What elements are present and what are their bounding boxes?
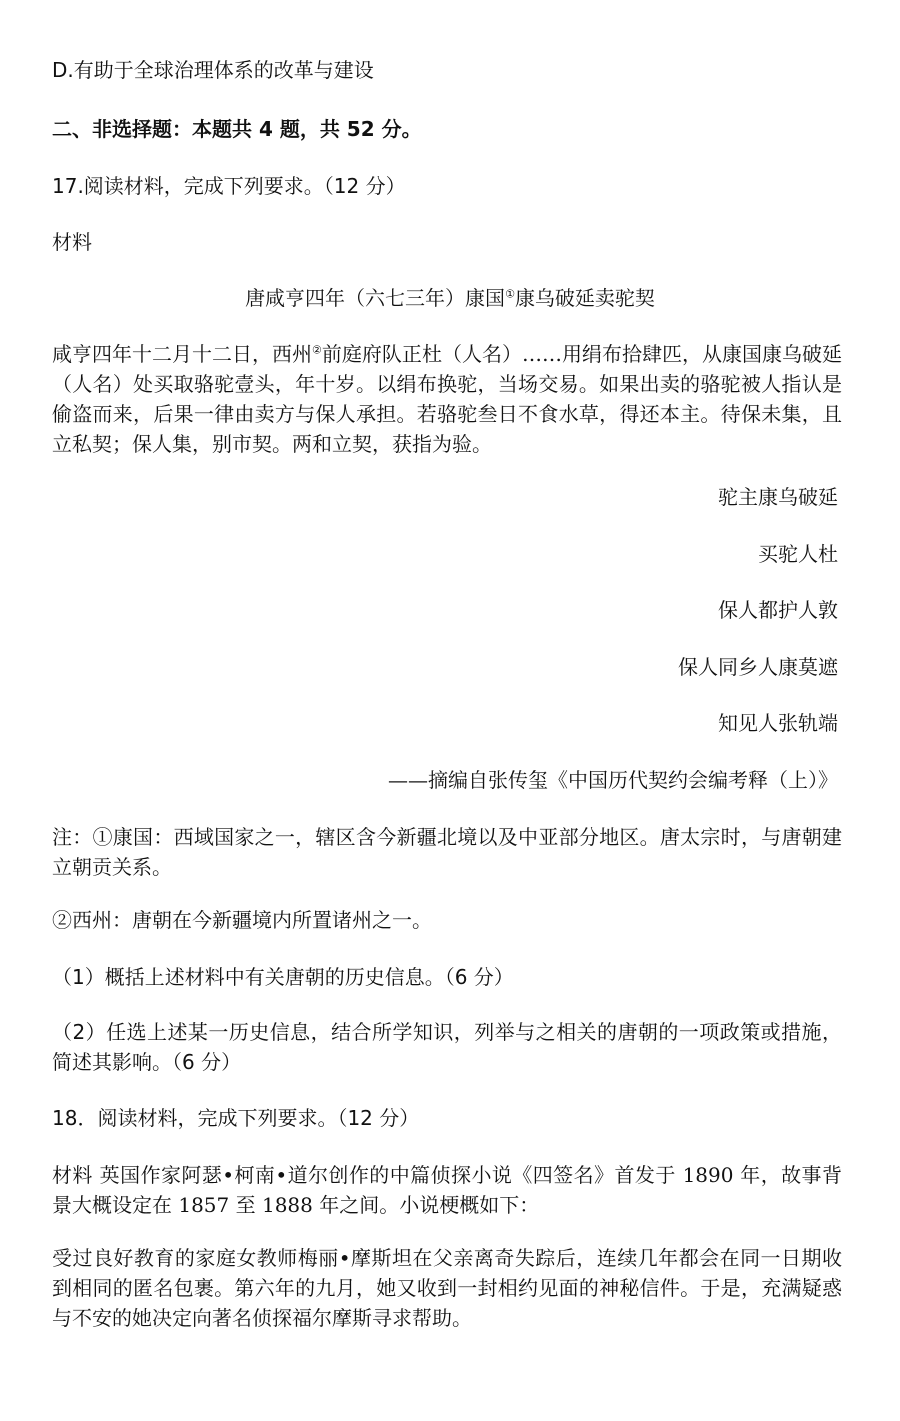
contract-body-start: 咸亨四年十二月十二日，西州	[52, 342, 313, 366]
footnote-marker-1: ①	[505, 287, 515, 301]
footnote-1: 注：①康国：西域国家之一，辖区含今新疆北境以及中亚部分地区。唐太宗时，与唐朝建立朝贡关系。	[52, 825, 842, 879]
sub-question-2: （2）任选上述某一历史信息，结合所学知识，列举与之相关的唐朝的一项政策或措施，简述其影响。（6 分）	[52, 1020, 842, 1074]
signature-witness: 知见人张轨端	[718, 711, 838, 735]
question-18-material: 材料 英国作家阿瑟•柯南•道尔创作的中篇侦探小说《四签名》首发于 1890 年，故事背景大概设定在 1857 至 1888 年之间。小说梗概如下：	[52, 1163, 842, 1217]
signature-guarantor-2: 保人同乡人康莫遮	[678, 655, 838, 679]
footnote-marker-2: ②	[312, 343, 322, 357]
material-label: 材料	[52, 230, 92, 254]
contract-body-rest: 前庭府队正杜（人名）……用绢布拾肆匹，从康国康乌破延（人名）处买取骆驼壹头，年十岁。以绢布换驼，当场交易。如果出卖的骆驼被人指认是偷盗而来，后果一律由卖方与保人承担。若骆驼叁日不食水草，得还本主。待保未集，且立私契；保人集，别市契。两和立契，获指为验。	[52, 342, 843, 456]
contract-title	[0, 286, 900, 310]
contract-title-pre: 唐咸亨四年（六七三年）康国	[245, 286, 506, 310]
novel-summary: 受过良好教育的家庭女教师梅丽•摩斯坦在父亲离奇失踪后，连续几年都会在同一日期收到相同的匿名包裹。第六年的九月，她又收到一封相约见面的神秘信件。于是，充满疑惑与不安的她决定向著名侦探福尔摩斯寻求帮助。	[52, 1246, 842, 1330]
section-heading: 二、非选择题：本题共 4 题，共 52 分。	[52, 117, 422, 141]
question-18-header: 18．阅读材料，完成下列要求。（12 分）	[52, 1106, 420, 1130]
signature-buyer: 买驼人杜	[758, 542, 838, 566]
footnote-2: ②西州：唐朝在今新疆境内所置诸州之一。	[52, 908, 432, 932]
signature-guarantor-1: 保人都护人敦	[718, 598, 838, 622]
contract-title-post: 康乌破延卖驼契	[514, 286, 655, 310]
source-citation: ——摘编自张传玺《中国历代契约会编考释（上）》	[388, 768, 838, 792]
signature-seller: 驼主康乌破延	[718, 485, 838, 509]
option-d: D.有助于全球治理体系的改革与建设	[52, 58, 374, 82]
contract-body	[52, 339, 842, 459]
sub-question-1: （1）概括上述材料中有关唐朝的历史信息。（6 分）	[52, 965, 514, 989]
question-17-header: 17.阅读材料，完成下列要求。（12 分）	[52, 174, 406, 198]
